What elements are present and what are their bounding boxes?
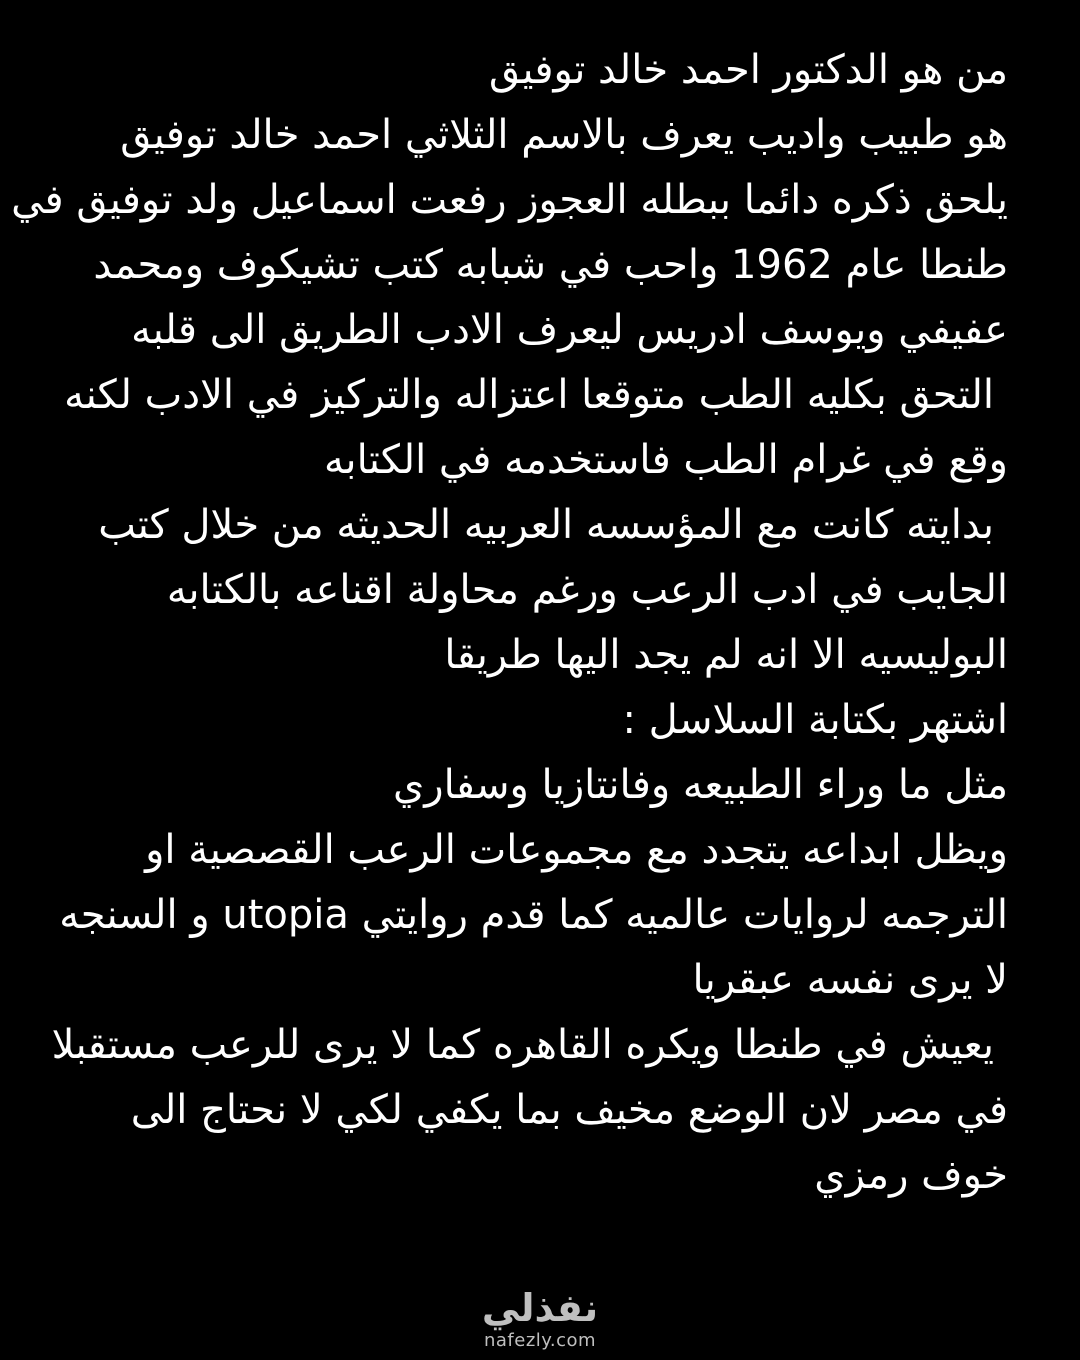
article-line: يلحق ذكره دائما ببطله العجوز رفعت اسماعيل ولد توفيق في [11, 177, 1008, 223]
article-line: هو طبيب واديب يعرف بالاسم الثلاثي احمد خالد توفيق [120, 112, 1008, 158]
watermark-logo [470, 1285, 610, 1351]
article-line: ويظل ابداعه يتجدد مع مجموعات الرعب القصصية او [145, 827, 1008, 873]
article-line: طنطا عام 1962 واحب في شبابه كتب تشيكوف ومحمد [93, 242, 1008, 288]
article-line: في مصر لان الوضع مخيف بما يكفي لكي لا نحتاج الى [130, 1087, 1008, 1133]
article-line: عفيفي ويوسف ادريس ليعرف الادب الطريق الى قلبه [131, 307, 1008, 353]
article-line: مثل ما وراء الطبيعه وفانتازيا وسفاري [392, 762, 1008, 808]
watermark-arabic: نفذلي [481, 1286, 599, 1330]
article-line: اشتهر بكتابة السلاسل : [622, 697, 1008, 743]
article-line: التحق بكليه الطب متوقعا اعتزاله والتركيز في الادب لكنه [64, 372, 994, 418]
article-line: خوف رمزي [814, 1152, 1008, 1198]
article-line: وقع في غرام الطب فاستخدمه في الكتابه [323, 437, 1008, 483]
article-line: لا يرى نفسه عبقريا [692, 957, 1008, 1003]
article-body [11, 38, 1008, 1208]
article-line: البوليسيه الا انه لم يجد اليها طريقا [444, 632, 1008, 678]
watermark-url: nafezly.com [483, 1330, 597, 1351]
article-line: الترجمه لروايات عالميه كما قدم روايتي utopia و السنجه [59, 892, 1008, 938]
article-line: يعيش في طنطا ويكره القاهره كما لا يرى للرعب مستقبلا [51, 1022, 994, 1068]
article-line: الجايب في ادب الرعب ورغم محاولة اقناعه بالكتابه [166, 567, 1008, 613]
article-title: من هو الدكتور احمد خالد توفيق [488, 47, 1008, 93]
article-line: بدايته كانت مع المؤسسه العربيه الحديثه من خلال كتب [98, 502, 994, 548]
